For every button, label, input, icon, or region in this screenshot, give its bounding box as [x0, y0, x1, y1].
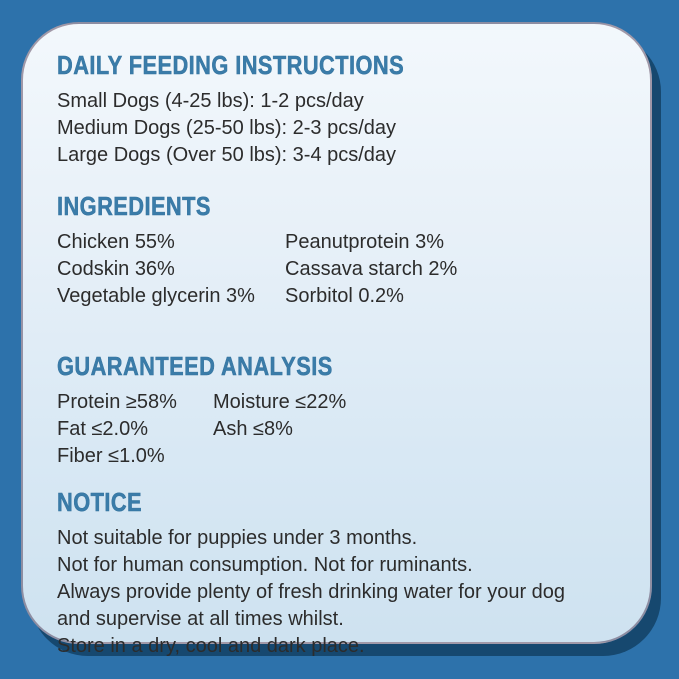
- section-daily-feeding: [57, 50, 620, 169]
- section-ingredients: [57, 191, 620, 310]
- ingredient-item: Chicken 55%: [57, 231, 175, 253]
- daily-feeding-title: DAILY FEEDING INSTRUCTIONS: [57, 50, 405, 80]
- notice-line: Always provide plenty of fresh drinking water for your dog: [57, 581, 566, 603]
- label-card: [21, 22, 652, 657]
- notice-title: NOTICE: [57, 487, 143, 517]
- ingredients-title: INGREDIENTS: [57, 191, 211, 221]
- analysis-columns: [57, 389, 620, 470]
- section-notice: [57, 487, 620, 660]
- ingredient-item: Vegetable glycerin 3%: [57, 285, 255, 307]
- ingredients-right-column: [285, 229, 457, 310]
- ingredient-item: Sorbitol 0.2%: [285, 285, 404, 307]
- notice-line: Not suitable for puppies under 3 months.: [57, 527, 418, 549]
- guaranteed-analysis-title: GUARANTEED ANALYSIS: [57, 351, 333, 381]
- feeding-line-large-dogs: Large Dogs (Over 50 lbs): 3-4 pcs/day: [57, 144, 397, 166]
- ingredient-item: Cassava starch 2%: [285, 258, 458, 280]
- analysis-item-protein: Protein ≥58%: [57, 391, 177, 413]
- feeding-line-medium-dogs: Medium Dogs (25-50 lbs): 2-3 pcs/day: [57, 117, 397, 139]
- section-guaranteed-analysis: [57, 351, 620, 470]
- ingredient-item: Codskin 36%: [57, 258, 175, 280]
- ingredients-left-column: [57, 229, 285, 310]
- analysis-right-column: [213, 389, 346, 470]
- ingredients-columns: [57, 229, 620, 310]
- ingredient-item: Peanutprotein 3%: [285, 231, 445, 253]
- notice-line: Store in a dry, cool and dark place.: [57, 635, 365, 657]
- notice-line: Not for human consumption. Not for ruminants.: [57, 554, 473, 576]
- analysis-item-moisture: Moisture ≤22%: [213, 391, 347, 413]
- analysis-item-fat: Fat ≤2.0%: [57, 418, 149, 440]
- analysis-left-column: [57, 389, 213, 470]
- notice-line: and supervise at all times whilst.: [57, 608, 344, 630]
- feeding-line-small-dogs: Small Dogs (4-25 lbs): 1-2 pcs/day: [57, 90, 364, 112]
- analysis-item-fiber: Fiber ≤1.0%: [57, 445, 165, 467]
- analysis-item-ash: Ash ≤8%: [213, 418, 293, 440]
